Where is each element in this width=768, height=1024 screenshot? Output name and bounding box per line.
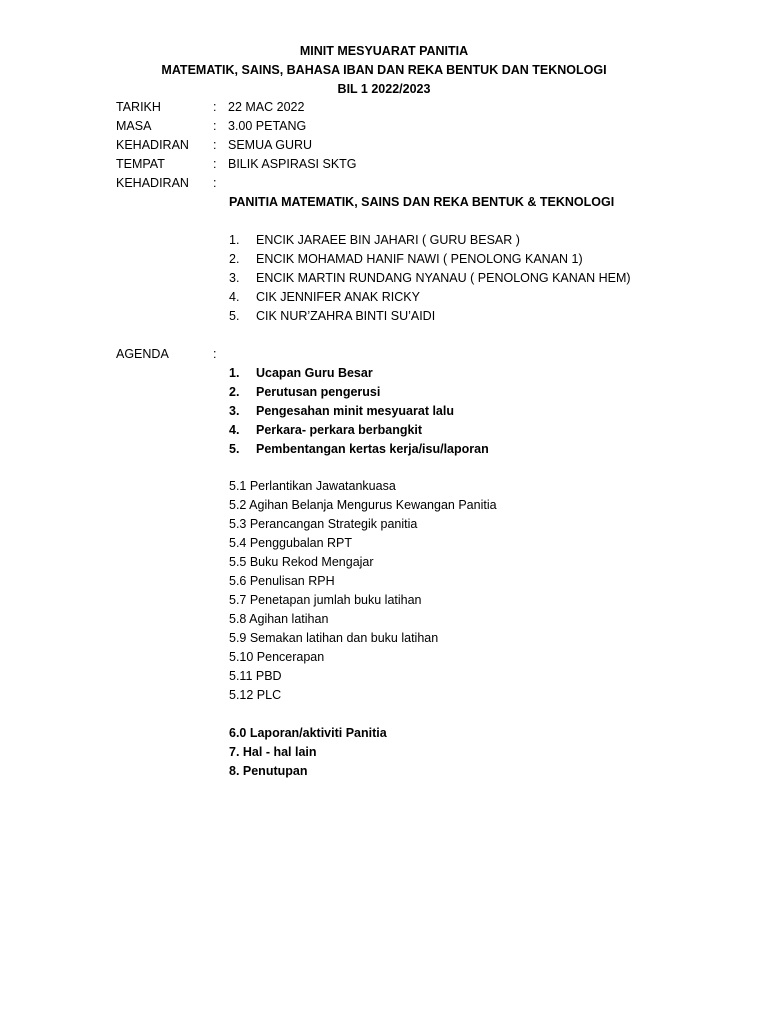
final-list-item: 7. Hal - hal lain (229, 745, 317, 759)
info-colon: : (213, 138, 217, 152)
info-colon: : (213, 119, 217, 133)
list-number: 2. (229, 252, 240, 266)
agenda-heading (116, 345, 316, 364)
info-row-masa (116, 117, 676, 136)
final-list-item: 6.0 Laporan/aktiviti Panitia (229, 726, 387, 740)
sub-list-item: 5.7 Penetapan jumlah buku latihan (229, 593, 422, 607)
agenda-item-text: Pembentangan kertas kerja/isu/laporan (256, 442, 489, 456)
agenda-sub-list (229, 477, 709, 705)
list-item (229, 269, 709, 288)
sub-list-item: 5.2 Agihan Belanja Mengurus Kewangan Panitia (229, 498, 497, 512)
sub-list-item: 5.5 Buku Rekod Mengajar (229, 555, 374, 569)
agenda-item-text: Pengesahan minit mesyuarat lalu (256, 404, 454, 418)
info-label: MASA (116, 119, 152, 133)
sub-list-item: 5.11 PBD (229, 669, 282, 683)
sub-list-item: 5.9 Semakan latihan dan buku latihan (229, 631, 439, 645)
title-line-1: MINIT MESYUARAT PANITIA (299, 44, 469, 58)
list-number: 3. (229, 404, 240, 418)
list-item (229, 231, 709, 250)
agenda-final-list (229, 724, 709, 781)
list-item (229, 250, 709, 269)
list-item (229, 307, 709, 326)
info-value: BILIK ASPIRASI SKTG (228, 157, 357, 171)
agenda-colon: : (213, 347, 217, 361)
list-item (229, 364, 709, 383)
list-item (229, 440, 709, 459)
attendee-name: ENCIK MOHAMAD HANIF NAWI ( PENOLONG KANAN 1) (256, 252, 583, 266)
agenda-list (229, 364, 709, 459)
info-label: TARIKH (116, 100, 161, 114)
info-value: SEMUA GURU (228, 138, 313, 152)
list-number: 2. (229, 385, 240, 399)
info-colon: : (213, 100, 217, 114)
info-row-kehadiran-2 (116, 174, 676, 193)
list-number: 4. (229, 290, 240, 304)
sub-list-item: 5.8 Agihan latihan (229, 612, 329, 626)
attendee-list (229, 231, 709, 326)
list-number: 5. (229, 309, 240, 323)
attendee-name: ENCIK MARTIN RUNDANG NYANAU ( PENOLONG KANAN HEM) (256, 271, 631, 285)
attendee-name: ENCIK JARAEE BIN JAHARI ( GURU BESAR ) (256, 233, 520, 247)
attendee-name: CIK NUR’ZAHRA BINTI SU’AIDI (256, 309, 436, 323)
list-number: 1. (229, 233, 240, 247)
meeting-info (116, 98, 676, 193)
sub-list-item: 5.3 Perancangan Strategik panitia (229, 517, 418, 531)
info-value: 22 MAC 2022 (228, 100, 305, 114)
list-item (229, 288, 709, 307)
info-value: 3.00 PETANG (228, 119, 307, 133)
sub-list-item: 5.6 Penulisan RPH (229, 574, 335, 588)
info-row-kehadiran (116, 136, 676, 155)
info-label: TEMPAT (116, 157, 165, 171)
list-number: 3. (229, 271, 240, 285)
title-line-2: MATEMATIK, SAINS, BAHASA IBAN DAN REKA BENTUK DAN TEKNOLOGI (161, 63, 607, 77)
sub-list-item: 5.12 PLC (229, 688, 282, 702)
list-item (229, 421, 709, 440)
info-row-tarikh (116, 98, 676, 117)
agenda-item-text: Perutusan pengerusi (256, 385, 381, 399)
title-line-3: BIL 1 2022/2023 (337, 82, 431, 96)
sub-list-item: 5.10 Pencerapan (229, 650, 325, 664)
info-label: KEHADIRAN (116, 138, 189, 152)
panitia-heading: PANITIA MATEMATIK, SAINS DAN REKA BENTUK & TEKNOLOGI (229, 195, 615, 209)
info-colon: : (213, 176, 217, 190)
document-title (0, 42, 768, 99)
sub-list-item: 5.1 Perlantikan Jawatankuasa (229, 479, 396, 493)
list-number: 4. (229, 423, 240, 437)
list-item (229, 402, 709, 421)
info-colon: : (213, 157, 217, 171)
list-number: 5. (229, 442, 240, 456)
agenda-label: AGENDA (116, 347, 169, 361)
attendee-name: CIK JENNIFER ANAK RICKY (256, 290, 420, 304)
list-number: 1. (229, 366, 240, 380)
info-row-tempat (116, 155, 676, 174)
agenda-item-text: Perkara- perkara berbangkit (256, 423, 423, 437)
sub-list-item: 5.4 Penggubalan RPT (229, 536, 353, 550)
final-list-item: 8. Penutupan (229, 764, 308, 778)
info-label: KEHADIRAN (116, 176, 189, 190)
list-item (229, 383, 709, 402)
agenda-item-text: Ucapan Guru Besar (256, 366, 373, 380)
